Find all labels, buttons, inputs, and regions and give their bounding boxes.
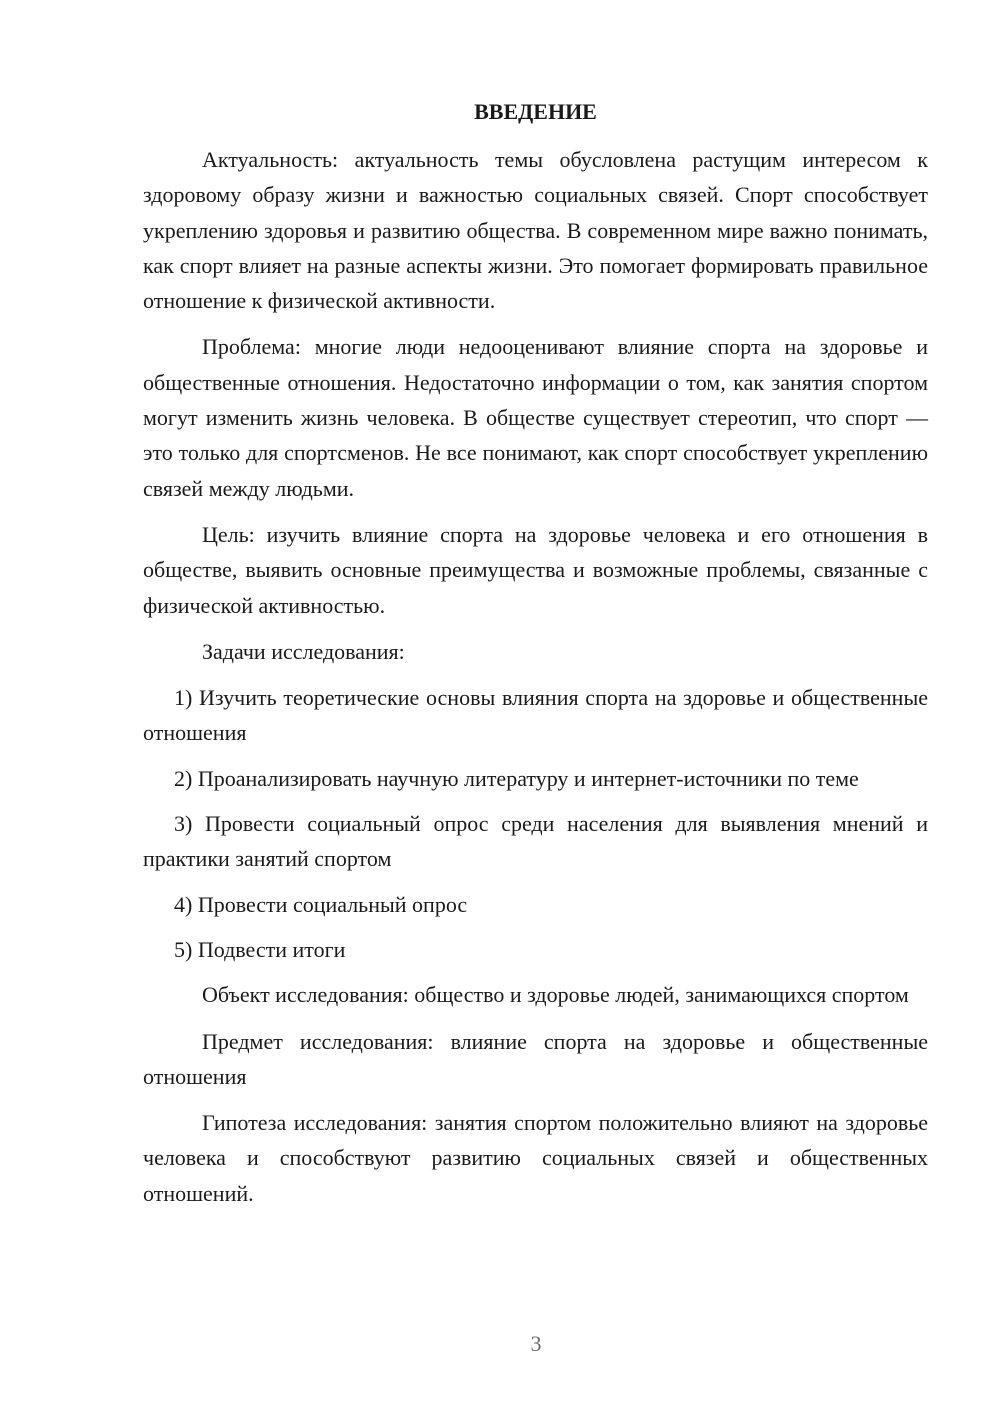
task-item-4: 4) Провести социальный опрос [174, 891, 468, 917]
document-page [143, 94, 928, 1222]
relevance-paragraph: Актуальность: актуальность темы обусловлена растущим интересом к здоровому образу жизни и важностью социальных связей. Спорт способствует укреплению здоровья и развитию общества. В современном мире важно понимать, как спорт влияет на разные аспекты жизни. Это помогает формировать правильное отношение к физической активности. [143, 147, 928, 314]
section-title: ВВЕДЕНИЕ [474, 99, 597, 124]
object-paragraph: Объект исследования: общество и здоровье людей, занимающихся спортом [202, 982, 909, 1008]
task-item-3: 3) Провести социальный опрос среди населения для выявления мнений и практики занятий спортом [143, 811, 928, 872]
task-item-5: 5) Подвести итоги [174, 936, 346, 962]
problem-paragraph: Проблема: многие люди недооценивают влияние спорта на здоровье и общественные отношения. Недостаточно информации о том, как занятия спортом могут изменить жизнь человека. В обществе существует стереотип, что спорт — это только для спортсменов. Не все понимают, как спорт способствует укреплению связей между людьми. [143, 334, 928, 501]
hypothesis-paragraph: Гипотеза исследования: занятия спортом положительно влияют на здоровье человека и способствуют развитию социальных связей и общественных отношений. [143, 1110, 928, 1206]
task-item-1: 1) Изучить теоретические основы влияния спорта на здоровье и общественные отношения [143, 685, 928, 746]
tasks-heading: Задачи исследования: [202, 638, 405, 664]
task-item-2: 2) Проанализировать научную литературу и интернет-источники по теме [174, 765, 859, 791]
goal-paragraph: Цель: изучить влияние спорта на здоровье человека и его отношения в обществе, выявить основные преимущества и возможные проблемы, связанные с физической активностью. [143, 521, 928, 618]
page-number: 3 [530, 1331, 542, 1356]
subject-paragraph: Предмет исследования: влияние спорта на здоровье и общественные отношения [143, 1028, 928, 1089]
